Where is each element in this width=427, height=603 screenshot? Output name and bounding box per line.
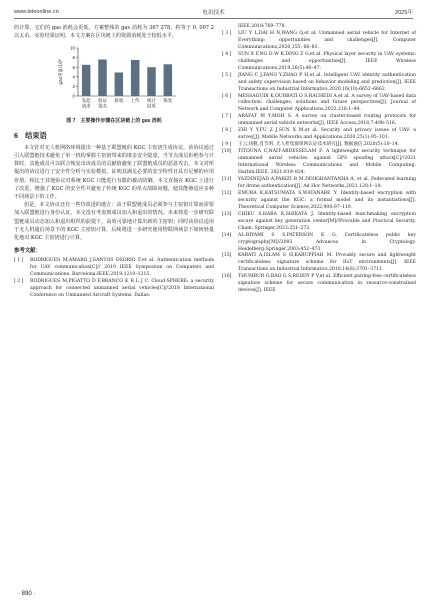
gas-chart	[54, 44, 180, 116]
reference-item	[14, 279, 214, 300]
reference-text: THUMBUR G,RAO G S,REDDY P V,et al. Efficient pairing-free certificateless signature scheme for secure communication in resource-constrained devices[J]. IEEE	[238, 274, 416, 294]
y-tick-label: 2	[72, 84, 75, 90]
reference-text: RODRIGUES M,PIGATTO D F,BRANCO K R L J C. Cloud-SPHERE: a security approach for connected unmanned aerial vehicles[C]//2018 International Conference on Unmanned Aircraft Systems. Dallas:	[30, 279, 214, 298]
reference-text: 王云,扬帆,肖节明. 无人机集群组网认证技术研究[J]. 数据通信,2020(5):10–14.	[238, 142, 400, 148]
bar-4	[147, 68, 155, 97]
x-tick-label: 验证签名	[98, 99, 107, 110]
reference-number: [12]	[222, 190, 232, 196]
y-axis-label: gas用量/10⁴	[59, 59, 64, 86]
reference-text: SUN X F,NG D W K,DING Z G,et al. Physical layer security in UAV systems: challenges and opportunities[J]. IEEE Wireless Communications,2019,26(5):40–47.	[238, 51, 416, 71]
reference-number: [10]	[222, 149, 232, 155]
reference-item	[222, 52, 416, 73]
reference-number: [16]	[222, 274, 232, 280]
reference-number: [ 3 ]	[222, 30, 232, 36]
bar-5	[164, 65, 172, 97]
header-journal-title: 电讯技术	[202, 10, 225, 16]
x-tick-label: 统计结果	[147, 99, 156, 110]
x-tick-label: 发起请求	[81, 99, 91, 110]
reference-text: JIANG C J,FANG Y,ZHAO P H,et al. Intelligent UAV identity authentication and safety supervision based on behavior modeling and prediction[J]. IEEE Transactions on Industrial Informatics,2020,16(10):6652–6662.	[238, 72, 416, 92]
reference-number: [ 4 ]	[222, 51, 232, 57]
reference-item	[222, 31, 416, 52]
reference-item	[222, 191, 416, 212]
reference-item	[222, 73, 416, 94]
reference-item	[222, 253, 416, 274]
reference-number: [15]	[222, 253, 232, 259]
header-website: www.teleonline.cn	[14, 9, 59, 15]
reference-number: [ 2 ]	[14, 279, 24, 285]
x-tick-label: 恢复	[163, 99, 173, 105]
intro-paragraph: 的计算，它们的 gas 消耗会更低。方案整体的 gas 消耗为 367 278，约等于 0. 007 2 以太币。实验结果证明，本文方案在区块链上的资源消耗处于较低水平。	[14, 25, 214, 40]
page-header	[14, 6, 413, 18]
reference-item	[222, 94, 416, 115]
reference-item	[222, 24, 416, 31]
reference-text: AL-RIYAMI S S,PATERSON K G. Certificateless public key cryptography[M]//2003 Advances in Cryptology. Heidelberg:Springer,2003:452–473.	[238, 232, 416, 252]
header-year: 2025年	[394, 10, 413, 16]
x-tick-label: 上传	[130, 99, 140, 105]
y-tick-label: 8	[72, 55, 75, 61]
reference-item	[222, 233, 416, 254]
reference-item	[222, 149, 416, 177]
reference-number: [ 8 ]	[222, 128, 232, 134]
header-rule	[14, 18, 413, 19]
figure-caption: 图 7 主要操作步骤在区块链上的 gas 消耗	[66, 118, 162, 125]
bar-1	[98, 60, 106, 96]
reference-item	[222, 114, 416, 128]
reference-text: TITOUNA C,NAIT-ABDESSELAM F. A lightweight security technique for unmanned aerial vehicles against GPS spoofing attack[C]//2021 International Wireless Communications and Mobile Computing. Harbin:IEEE, 2021:819–824.	[238, 149, 416, 176]
reference-item	[222, 212, 416, 233]
reference-number	[222, 24, 238, 31]
reference-number: [ 5 ]	[222, 72, 232, 78]
reference-text: YAZDINEJAD A,PARIZI R M,DEHGHANTANHA A, et al. Federated learning for drone authentication[J]. Ad Hoc Networks,2021,120:1–10.	[238, 176, 416, 189]
y-tick-label: 0	[72, 94, 75, 100]
y-tick-label: 6	[72, 65, 75, 71]
reference-text: ARAFAT M Y,MOH S. A survey on cluster-based routing protocols for unmanned aerial vehicle networks[J]. IEEE Access,2018,7:498–516.	[238, 114, 416, 127]
reference-number: [13]	[222, 211, 232, 217]
reference-number: [ 6 ]	[222, 93, 232, 99]
reference-text: IEEE,2018:769–778.	[238, 24, 286, 29]
reference-item	[14, 258, 214, 279]
left-column	[14, 24, 214, 300]
right-column	[222, 24, 416, 295]
reference-text: KARATI A,ISLAM S H,KARUPPIAH M. Provably secure and lightweight certificateless signature scheme for IIoT environments[J]. IEEE Transactions on Industrial Informatics,2018,14(8):3701–3711.	[238, 253, 416, 273]
reference-text: RODRIGUES M,AMARO J,SANTOS OSORIO F,et al. Authentication methods for UAV communication[C]// 2019 IEEE Symposium on Computers and Communications. Barcelona:IEEE,2019:1210–1215.	[30, 258, 214, 278]
reference-text: ZHI Y Y,FU Z J,SUN X M,et al. Security and privacy issues of UAV: a survey[J]. Mobile Networks and Applications,2020,25(1):95–101.	[238, 128, 416, 141]
reference-item	[222, 177, 416, 191]
references-title: 参考文献：	[14, 248, 41, 255]
reference-number: [ 1 ]	[14, 258, 24, 264]
reference-number: [ 7 ]	[222, 114, 232, 120]
page-number: · 890 ·	[18, 591, 36, 597]
reference-text: EMURA K,KATSUMATA S,WATANABE Y. Identity-based encryption with security against the KGC: a formal model and its instantiations[J]. Theoretical Computer Science,2022,900:97–119.	[238, 190, 416, 210]
section-title: 6 结束语	[14, 130, 47, 140]
x-tick-label: 接收	[114, 99, 124, 105]
conclusion-paragraph-2: 但是，本文协议还有一些待改进的地方：由于联盟链成员必须参与主密钥计算而需要加入联盟链进行身份认证，本文没有考虑到成员加入和退出的情况。未来将进一步研究联盟链成员动态加入和退出组织的前提下，高效可靠地计算出新的主密钥；同时该协议适用于无人机通信场景下的 KGC 主密钥计算，后续将进一步研究使用物联网场景下如何轻量化地对 KGC 主密钥进行计算。	[14, 202, 214, 242]
reference-item	[222, 128, 416, 142]
reference-number: [14]	[222, 232, 232, 238]
bar-3	[131, 60, 139, 96]
reference-number: [11]	[222, 176, 232, 182]
gas-chart-svg	[54, 44, 180, 116]
reference-text: MESSAOUDI K,OUBBATI O S,RACHEDI A,et al. A survey of UAV-based data collection: challenges, solutions and future perspectives[J]. Journal of Network and Computer Applications,2023,216:1–44.	[238, 93, 416, 113]
y-tick-label: 4	[72, 74, 75, 80]
reference-text: LIU Y L,DAI H N,WANG Q,et al. Unmanned aerial vehicle for Internet of Everything: opportunities and challenges[J]. Computer Communications,2020,155: 66–83.	[238, 30, 416, 50]
reference-text: CHIKU S,HARA K,SHIKATA J. Identity-based matchmaking encryption secure against key generation center[M]//Provable and Practical Security. Cham: Springer,2023:251–273.	[238, 211, 416, 231]
reference-number: [ 9 ]	[222, 142, 232, 148]
y-tick-label: 10	[70, 46, 75, 52]
reference-item	[222, 274, 416, 295]
bar-2	[115, 73, 123, 97]
conclusion-paragraph-1: 本文针对无人机网络环境提出一种基于联盟链的 KGC 主密钥生成协议。该协议通过引入联盟链技术避免了单一机构掌握主密钥带来的诸多安全隐患，当节点成员拒绝参与计算时，其他成员可以联合恢复出该成员的贡献值避免了联盟链成员的恶意攻击。本文对所提出的协议进行了安全性分析与实验模拟，证明其满足必要的安全特性且具有足够的应用价值。相比于其他协议对系统 KGC 只能进行有限的被动防御，本文直接在 KGC 上进行了改进，增强了 KGC 的安全性并避免了传统 KGC 的单点故障问题，使其能够适应多种不同场景下的工作。	[14, 144, 214, 201]
bar-0	[82, 65, 90, 96]
